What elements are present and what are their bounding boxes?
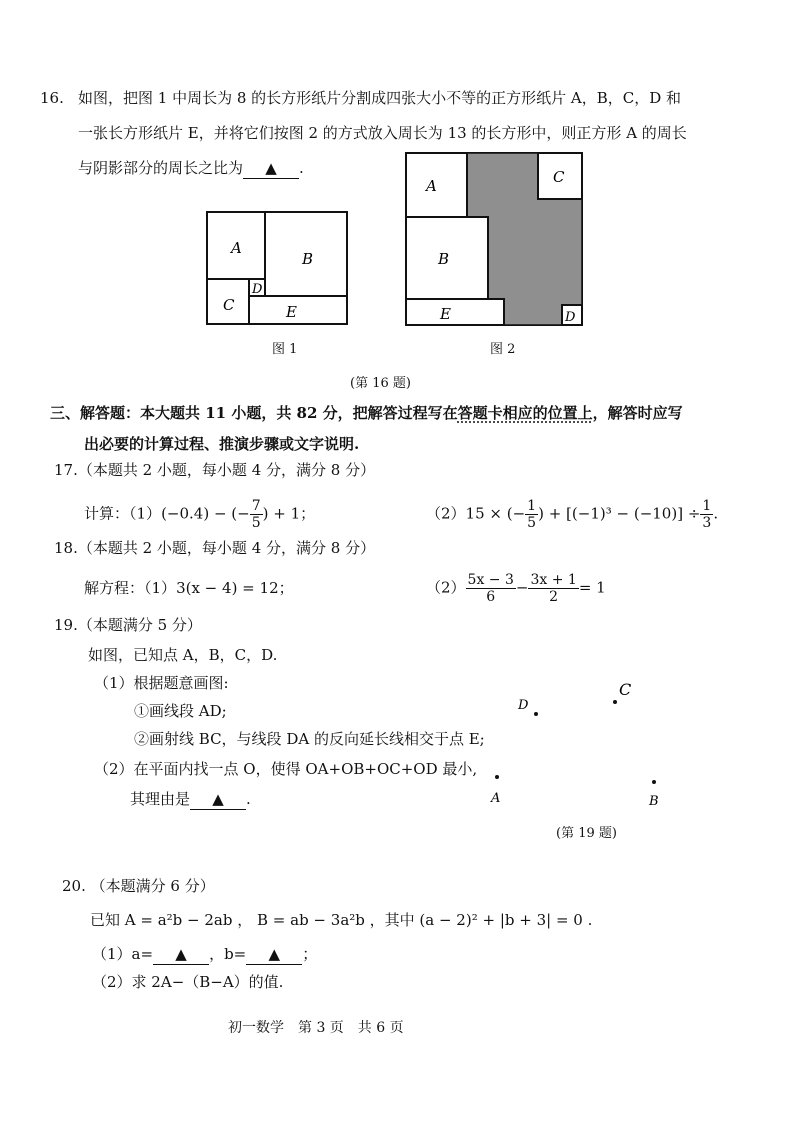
q17-frac1-num: 7 — [251, 498, 261, 514]
q19-reason-label: 其理由是 — [130, 790, 191, 808]
q17-heading: 17.（本题共 2 小题，每小题 4 分，满分 8 分） — [54, 461, 376, 479]
q18-frac1-num: 5x − 3 — [467, 572, 514, 588]
fig2-label-c: C — [553, 168, 565, 186]
section3-heading — [50, 403, 683, 423]
q18-minus: − — [515, 578, 529, 597]
q17-frac1-den: 5 — [251, 515, 261, 531]
q16-line2: 一张长方形纸片 E，并将它们按图 2 的方式放入周长为 13 的长方形中，则正方形 A 的周长 — [78, 124, 687, 142]
q16-fig1-label: 图 1 — [272, 342, 298, 357]
q18-frac1 — [466, 572, 516, 605]
point-b-dot — [652, 780, 656, 784]
q18-part2 — [426, 572, 606, 605]
q19-step2: （2）在平面内找一点 O，使得 OA+OB+OC+OD 最小, — [94, 760, 478, 778]
q16-figure1 — [200, 205, 355, 330]
fig1-label-c: C — [223, 296, 235, 314]
q20-s1-mid: ，b= — [209, 945, 247, 963]
q18-frac1-den: 6 — [486, 589, 496, 605]
q17-part2 — [426, 498, 718, 531]
q16-number: 16. — [40, 89, 64, 107]
q17-frac1 — [250, 498, 263, 531]
fig2-label-a: A — [426, 177, 437, 195]
fig1-rect-e — [249, 296, 347, 324]
q20-s1-pre: （1）a= — [92, 945, 154, 963]
q17-frac3-num: 1 — [702, 498, 712, 514]
q18-p2: （2） — [426, 578, 466, 597]
q16-fig2-label: 图 2 — [490, 342, 516, 357]
q20-blank-a: ▲ — [153, 944, 209, 965]
q17-frac2 — [525, 498, 538, 531]
q18-frac2 — [528, 572, 578, 605]
q18-e1: 3(x − 4) = 12； — [176, 579, 294, 597]
q19-intro: 如图，已知点 A，B，C，D. — [88, 646, 278, 664]
q18-heading: 18.（本题共 2 小题，每小题 4 分，满分 8 分） — [54, 539, 376, 557]
q17-e2c: . — [713, 504, 719, 523]
q20-heading: 20. （本题满分 6 分） — [62, 877, 215, 895]
fig2-rect-e — [406, 299, 504, 325]
q19-step2b — [130, 789, 251, 810]
q19-answer-blank: ▲ — [190, 789, 246, 810]
point-c-dot — [613, 700, 617, 704]
q17-e2a: 15 × (− — [465, 504, 526, 523]
section3-prefix: 三、解答题：本大题共 11 小题，共 82 分，把解答过程写在 — [50, 404, 458, 422]
q18-part1 — [84, 578, 294, 598]
q16-caption: (第 16 题) — [350, 376, 411, 391]
q20-step1 — [92, 944, 317, 965]
q19-heading: 19.（本题满分 5 分） — [54, 616, 202, 634]
page-footer: 初一数学 第 3 页 共 6 页 — [228, 1020, 404, 1036]
section3-suffix: ，解答时应写 — [592, 404, 683, 422]
fig1-label-e: E — [286, 303, 297, 321]
q20-step2: （2）求 2A−（B−A）的值. — [92, 973, 284, 991]
fig2-label-b: B — [438, 250, 450, 268]
point-c-label: C — [619, 680, 632, 699]
q16-line3-end: . — [299, 159, 304, 177]
point-a-label: A — [491, 791, 501, 806]
q17-frac3 — [700, 498, 713, 531]
q17-p2: （2） — [426, 504, 466, 523]
q18-label: 解方程： — [84, 579, 145, 597]
q16-line3-text: 与阴影部分的周长之比为 — [78, 159, 244, 177]
point-b-label: B — [649, 794, 659, 809]
q17-frac2-num: 1 — [527, 498, 537, 514]
section3-line2: 出必要的计算过程、推演步骤或文字说明. — [84, 435, 360, 453]
q16-line1: 如图，把图 1 中周长为 8 的长方形纸片分割成四张大小不等的正方形纸片 A，B，C，D 和 — [78, 89, 682, 107]
q19-step1a: ①画线段 AD; — [134, 702, 227, 720]
q18-frac2-num: 3x + 1 — [530, 572, 577, 588]
q19-point-a — [488, 774, 508, 810]
fig2-label-d: D — [565, 310, 576, 325]
fig1-label-b: B — [302, 250, 314, 268]
q20-s1-end: ； — [302, 945, 318, 963]
q19-points-figure — [500, 672, 680, 812]
q16-answer-blank: ▲ — [243, 158, 299, 179]
fig1-label-a: A — [231, 239, 242, 257]
q17-label: 计算： — [84, 504, 130, 523]
q17-p1: （1） — [129, 504, 162, 523]
q18-frac2-den: 2 — [549, 589, 559, 605]
q17-part1 — [84, 498, 315, 531]
q16-line3 — [78, 158, 304, 179]
q20-blank-b: ▲ — [246, 944, 302, 965]
q19-step1b: ②画射线 BC，与线段 DA 的反向延长线相交于点 E; — [134, 730, 485, 748]
q19-caption: (第 19 题) — [556, 826, 617, 841]
q18-p1: （1） — [144, 579, 177, 597]
point-d-label: D — [518, 698, 529, 713]
q18-eq: = 1 — [578, 578, 606, 597]
fig1-label-d: D — [252, 282, 263, 297]
q19-end: . — [246, 790, 251, 808]
point-d-dot — [534, 712, 538, 716]
q17-e1b: ) + 1； — [262, 504, 316, 523]
q19-step1: （1）根据题意画图: — [94, 674, 229, 692]
q17-frac2-den: 5 — [527, 515, 537, 531]
section3-dotted: 答题卡相应的位置上 — [457, 404, 593, 422]
q20-given: 已知 A = a²b − 2ab ， B = ab − 3a²b ，其中 (a − 2)² + |b + 3| = 0 . — [90, 911, 593, 929]
point-a-marker — [495, 775, 499, 779]
q16-figure2 — [400, 147, 590, 332]
q17-e1a: (−0.4) − (− — [161, 504, 250, 523]
fig2-label-e: E — [440, 305, 451, 323]
q17-e2b: ) + [(−1)³ − (−10)] ÷ — [538, 504, 701, 523]
q17-frac3-den: 3 — [702, 515, 712, 531]
